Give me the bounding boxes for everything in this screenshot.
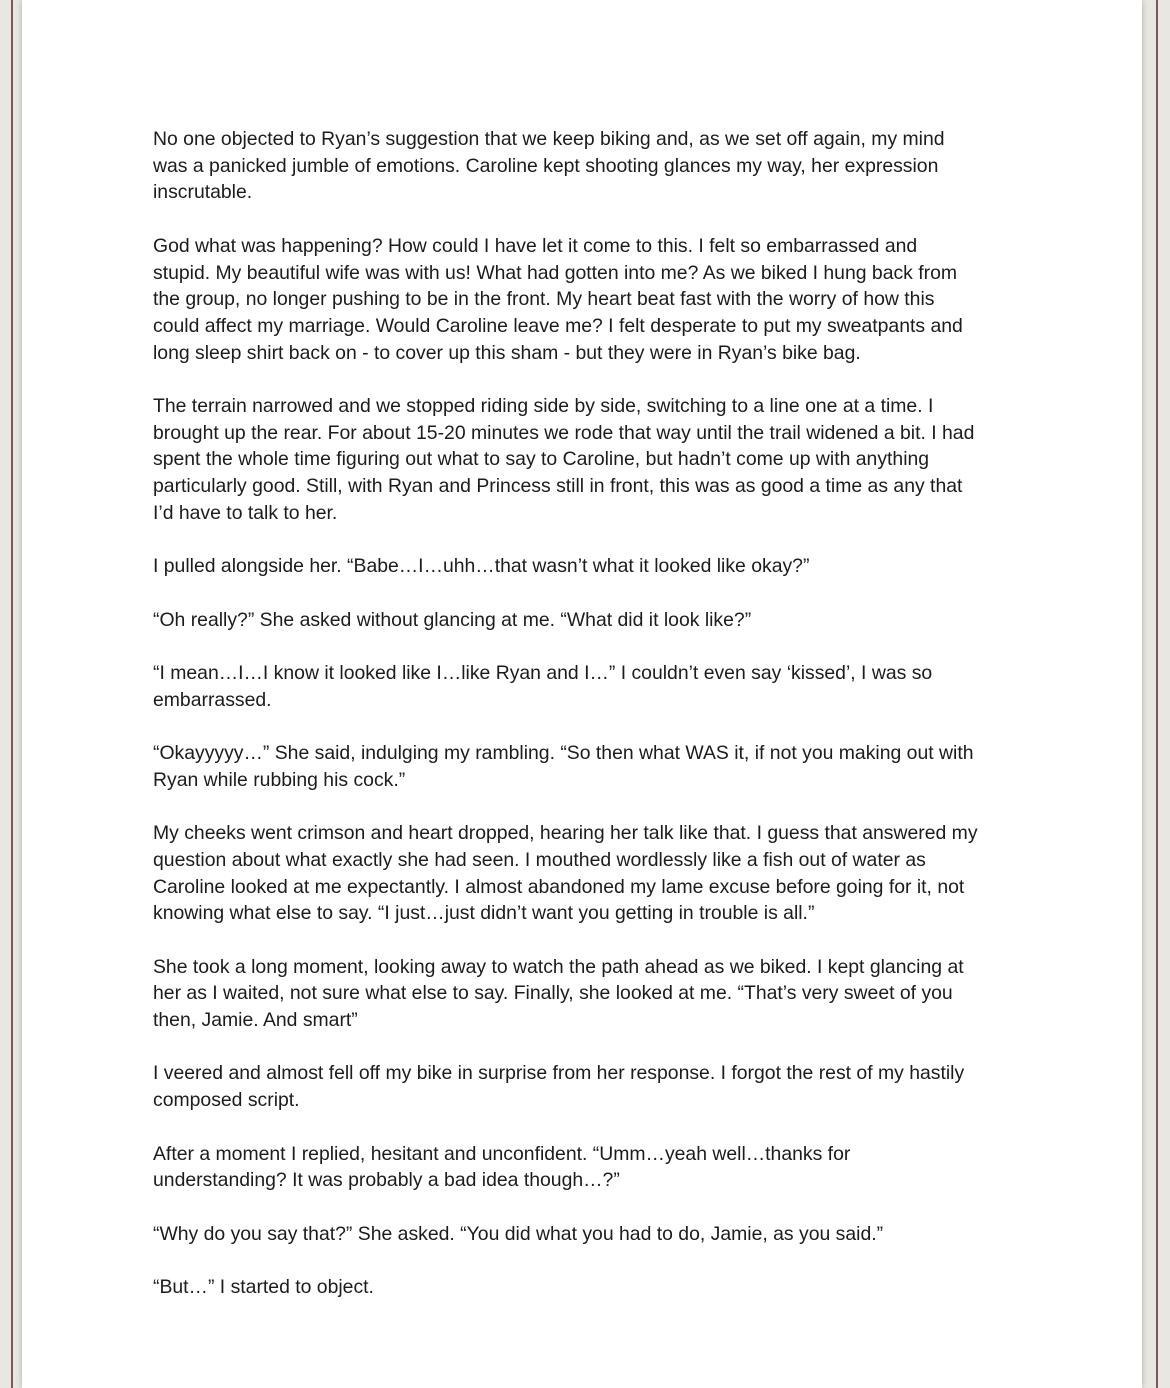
- paragraph: The terrain narrowed and we stopped riding side by side, switching to a line one at a time. I brought up the rear. For about 15-20 minutes we rode that way until the trail widened a bit. I had spent the whole time figuring out what to say to Caroline, but hadn’t come up with anything particularly good. Still, with Ryan and Princess still in front, this was as good a time as any that I’d have to talk to her.: [153, 395, 975, 524]
- document-page: [22, 0, 1142, 1388]
- paragraph: She took a long moment, looking away to watch the path ahead as we biked. I kept glancing at her as I waited, not sure what else to say. Finally, she looked at me. “That’s very sweet of you then, Jamie. And smart”: [153, 955, 964, 1032]
- window-right-border: [1156, 0, 1158, 1388]
- paragraph: God what was happening? How could I have let it come to this. I felt so embarrassed and stupid. My beautiful wife was with us! What had gotten into me? As we biked I hung back from the group, no longer pushing to be in the front. My heart beat fast with the worry of how this could affect my marriage. Would Caroline leave me? I felt desperate to put my sweatpants and long sleep shirt back on - to cover up this sham - but they were in Ryan’s bike bag.: [153, 234, 963, 364]
- paragraph: After a moment I replied, hesitant and unconfident. “Umm…yeah well…thanks for understanding? It was probably a bad idea though…?”: [153, 1142, 851, 1192]
- paragraph: I veered and almost fell off my bike in surprise from her response. I forgot the rest of my hastily composed script.: [153, 1062, 965, 1112]
- paragraph: “But…” I started to object.: [153, 1276, 374, 1299]
- paragraph: “Okayyyyy…” She said, indulging my rambling. “So then what WAS it, if not you making out with Ryan while rubbing his cock.”: [153, 742, 974, 791]
- paragraph: “I mean…I…I know it looked like I…like Ryan and I…” I couldn’t even say ‘kissed’, I was so embarrassed.: [153, 661, 933, 711]
- page-body: [153, 126, 1023, 1327]
- paragraph: “Why do you say that?” She asked. “You did what you had to do, Jamie, as you said.”: [153, 1222, 884, 1245]
- paragraph: “Oh really?” She asked without glancing at me. “What did it look like?”: [153, 608, 752, 631]
- paragraph: My cheeks went crimson and heart dropped, hearing her talk like that. I guess that answered my question about what exactly she had seen. I mouthed wordlessly like a fish out of water as Caroline looked at me expectantly. I almost abandoned my lame excuse before going for it, not knowing what else to say. “I just…just didn’t want you getting in trouble is all.”: [153, 822, 978, 925]
- window-left-border: [11, 0, 13, 1388]
- paragraph: I pulled alongside her. “Babe…I…uhh…that wasn’t what it looked like okay?”: [153, 555, 810, 578]
- paragraph: No one objected to Ryan’s suggestion that we keep biking and, as we set off again, my mind was a panicked jumble of emotions. Caroline kept shooting glances my way, her expression inscrutable.: [153, 128, 945, 204]
